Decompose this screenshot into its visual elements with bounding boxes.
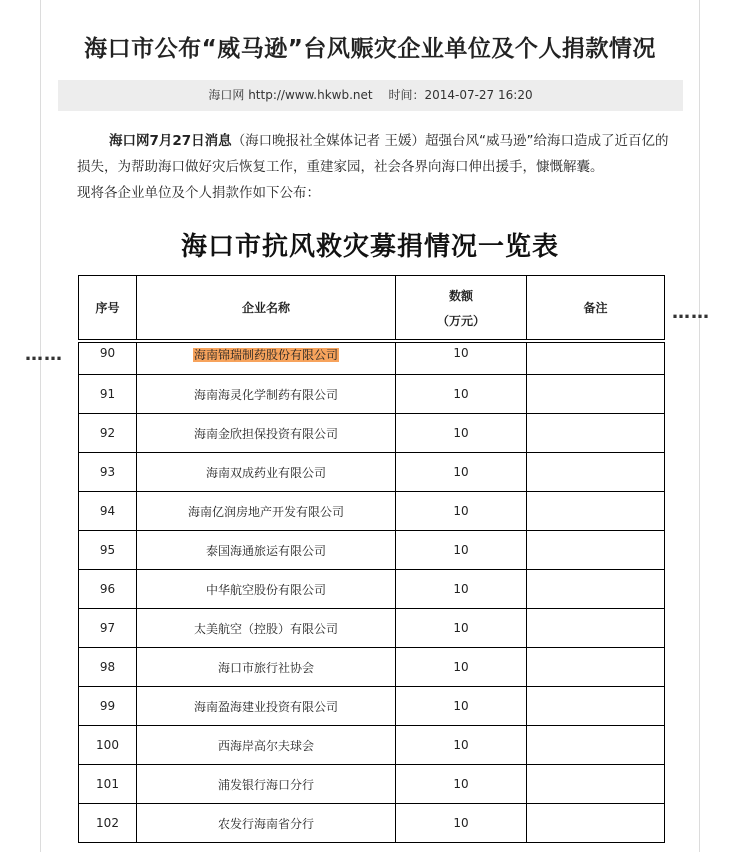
cell-no: [79, 804, 137, 843]
lead-text: 海口网7月27日消息: [109, 133, 232, 149]
cell-no: [79, 375, 137, 414]
cell-note: [527, 375, 665, 414]
table-row: [79, 804, 665, 843]
cell-note: [527, 492, 665, 531]
cell-amount: [396, 375, 527, 414]
cell-amount-text: 10: [453, 660, 469, 674]
cell-note: [527, 648, 665, 687]
header-note: 备注: [527, 276, 665, 340]
cell-name-text: 中华航空股份有限公司: [205, 582, 326, 597]
donation-table: [78, 342, 665, 843]
table-row: [79, 648, 665, 687]
cell-name-text: 海南盈海建业投资有限公司: [193, 699, 338, 714]
cell-amount: [396, 570, 527, 609]
paragraph-1-text: （海口晚报社全媒体记者 王媛）超强台风“威马逊”给海口造成了近百亿的损失，为帮助海口做好灾后恢复工作，重建家园，社会各界向海口伸出援手，慷慨解囊。: [77, 133, 669, 175]
cell-amount: [396, 765, 527, 804]
cell-note: [527, 414, 665, 453]
cell-no-text: 94: [99, 504, 116, 518]
ellipsis-right: ……: [672, 302, 710, 323]
cell-name-text: 海南锦瑞制药股份有限公司: [193, 348, 338, 362]
cell-no-text: 96: [99, 582, 116, 596]
paragraph-2: 现将各企业单位及个人捐款作如下公布：: [77, 185, 320, 201]
cell-no-text: 100: [96, 738, 119, 752]
cell-name-text: 农发行海南省分行: [217, 816, 314, 831]
cell-no: [79, 453, 137, 492]
cell-amount: [396, 453, 527, 492]
cell-name-text: 海南亿润房地产开发有限公司: [187, 504, 344, 519]
cell-note: [527, 765, 665, 804]
cell-name: [137, 453, 396, 492]
cell-no-text: 99: [99, 699, 116, 713]
cell-name: [137, 343, 396, 375]
table-header-row: [79, 276, 665, 340]
cell-name-text: 浦发银行海口分行: [217, 777, 314, 792]
cell-name: [137, 570, 396, 609]
cell-no-text: 90: [99, 346, 116, 360]
cell-amount: [396, 726, 527, 765]
cell-no: [79, 609, 137, 648]
table-row: [79, 570, 665, 609]
cell-no: [79, 343, 137, 375]
paragraph-1: [77, 128, 677, 180]
article-title: 海口市公布“威马逊”台风赈灾企业单位及个人捐款情况: [84, 36, 656, 62]
meta-source[interactable]: 海口网 http://www.hkwb.net: [208, 88, 373, 102]
cell-no: [79, 570, 137, 609]
cell-amount-text: 10: [453, 699, 469, 713]
cell-amount: [396, 648, 527, 687]
header-amount-unit: （万元）: [436, 313, 485, 328]
article-body: [77, 128, 677, 206]
cell-no: [79, 648, 137, 687]
table-row: [79, 765, 665, 804]
cell-note: [527, 609, 665, 648]
cell-amount-text: 10: [453, 543, 469, 557]
cell-amount: [396, 687, 527, 726]
header-amount: [396, 276, 527, 340]
cell-name: [137, 726, 396, 765]
cell-no: [79, 765, 137, 804]
article-page: [40, 0, 700, 852]
cell-amount-text: 10: [453, 621, 469, 635]
table-row: [79, 609, 665, 648]
cell-name-text: 海南金欣担保投资有限公司: [193, 426, 338, 441]
cell-name: [137, 492, 396, 531]
table-row: [79, 531, 665, 570]
cell-amount-text: 10: [453, 816, 469, 830]
cell-name: [137, 414, 396, 453]
cell-amount-text: 10: [453, 504, 469, 518]
cell-no-text: 91: [99, 387, 116, 401]
cell-note: [527, 531, 665, 570]
table-row: [79, 343, 665, 375]
cell-note: [527, 687, 665, 726]
header-name: 企业名称: [137, 276, 396, 340]
cell-amount-text: 10: [453, 465, 469, 479]
donation-table-header: [78, 275, 665, 340]
table-row: [79, 453, 665, 492]
cell-name: [137, 765, 396, 804]
cell-no: [79, 726, 137, 765]
cell-amount-text: 10: [453, 777, 469, 791]
cell-no-text: 97: [99, 621, 116, 635]
table-row: [79, 687, 665, 726]
header-no: 序号: [79, 276, 137, 340]
cell-name-text: 海南海灵化学制药有限公司: [193, 387, 338, 402]
table-row: [79, 492, 665, 531]
cell-name: [137, 648, 396, 687]
cell-no-text: 98: [99, 660, 116, 674]
table-row: [79, 726, 665, 765]
cell-amount: [396, 531, 527, 570]
cell-no-text: 92: [99, 426, 116, 440]
table-title: 海口市抗风救灾募捐情况一览表: [180, 232, 559, 262]
cell-no-text: 102: [96, 816, 119, 830]
table-row: [79, 414, 665, 453]
cell-amount: [396, 492, 527, 531]
cell-note: [527, 726, 665, 765]
cell-no-text: 101: [96, 777, 119, 791]
cell-no: [79, 687, 137, 726]
cell-amount-text: 10: [453, 426, 469, 440]
cell-name-text: 西海岸高尔夫球会: [217, 738, 314, 753]
article-meta: [58, 80, 683, 111]
cell-no: [79, 414, 137, 453]
cell-no-text: 93: [99, 465, 116, 479]
cell-no: [79, 531, 137, 570]
cell-amount-text: 10: [453, 346, 469, 360]
cell-name: [137, 609, 396, 648]
cell-amount: [396, 343, 527, 375]
cell-amount-text: 10: [453, 582, 469, 596]
cell-note: [527, 343, 665, 375]
ellipsis-left: ……: [25, 344, 63, 365]
header-amount-label: 数额: [448, 288, 473, 303]
cell-note: [527, 804, 665, 843]
cell-amount-text: 10: [453, 738, 469, 752]
cell-name-text: 泰国海通旅运有限公司: [205, 543, 326, 558]
cell-amount: [396, 414, 527, 453]
cell-name-text: 太美航空（控股）有限公司: [193, 621, 338, 636]
cell-amount-text: 10: [453, 387, 469, 401]
cell-name-text: 海南双成药业有限公司: [205, 465, 326, 480]
cell-note: [527, 570, 665, 609]
cell-no: [79, 492, 137, 531]
cell-no-text: 95: [99, 543, 116, 557]
cell-name: [137, 375, 396, 414]
meta-time: 时间：2014-07-27 16:20: [388, 88, 533, 102]
table-row: [79, 375, 665, 414]
cell-name-text: 海口市旅行社协会: [217, 660, 314, 675]
cell-note: [527, 453, 665, 492]
cell-amount: [396, 804, 527, 843]
cell-name: [137, 804, 396, 843]
cell-amount: [396, 609, 527, 648]
cell-name: [137, 531, 396, 570]
cell-name: [137, 687, 396, 726]
